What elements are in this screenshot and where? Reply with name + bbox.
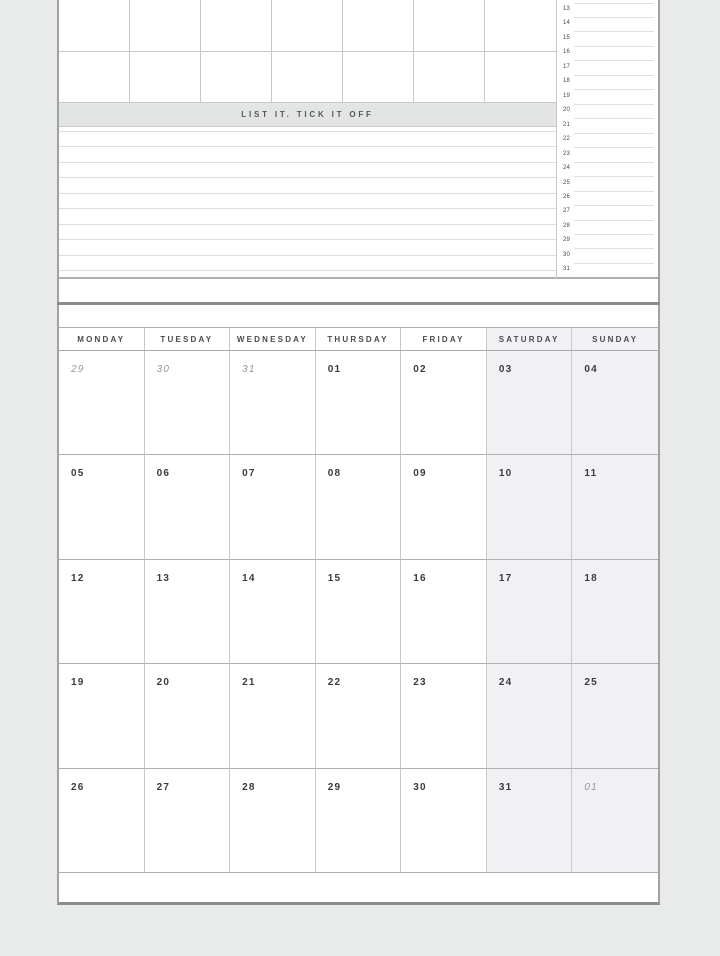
day-number: 26 bbox=[71, 781, 85, 793]
day-number: 02 bbox=[413, 364, 427, 375]
date-index-column bbox=[556, 0, 658, 279]
calendar-day-cell bbox=[59, 560, 145, 664]
weekday-header-saturday: SATURDAY bbox=[487, 328, 573, 350]
calendar-day-cell bbox=[487, 769, 573, 873]
day-number: 01 bbox=[584, 781, 598, 793]
weekday-header-row bbox=[59, 327, 658, 351]
calendar-day-cell bbox=[230, 455, 316, 559]
calendar-day-cell bbox=[145, 560, 231, 664]
day-number: 21 bbox=[242, 677, 256, 689]
day-number: 31 bbox=[498, 781, 513, 793]
calendar-day-cell bbox=[59, 769, 145, 873]
calendar-day-cell bbox=[230, 769, 316, 873]
ruled-line bbox=[59, 224, 556, 225]
day-number: 28 bbox=[242, 781, 256, 793]
day-number: 09 bbox=[413, 468, 427, 480]
calendar-day-cell bbox=[59, 664, 145, 768]
week-grid-cell bbox=[201, 0, 272, 52]
ruled-line bbox=[59, 193, 556, 194]
week-grid-cell bbox=[343, 52, 414, 104]
ruled-line bbox=[59, 162, 556, 163]
todo-section-title: LIST IT. TICK IT OFF bbox=[241, 110, 374, 119]
day-number: 11 bbox=[584, 468, 598, 480]
calendar-day-cell bbox=[59, 351, 145, 455]
calendar-day-cell bbox=[401, 455, 487, 559]
calendar-day-cell bbox=[316, 769, 402, 873]
date-index-number: 28 bbox=[563, 222, 571, 229]
day-number: 14 bbox=[242, 572, 256, 584]
day-number: 17 bbox=[498, 572, 513, 584]
date-index-line bbox=[574, 176, 654, 177]
day-number: 05 bbox=[71, 468, 85, 480]
week-grid-cell bbox=[485, 0, 556, 52]
day-number: 30 bbox=[413, 781, 427, 793]
ruled-line bbox=[59, 177, 556, 178]
calendar-day-cell bbox=[316, 351, 402, 455]
calendar-day-cell bbox=[401, 351, 487, 455]
calendar-day-cell bbox=[572, 351, 658, 455]
date-index-number: 17 bbox=[563, 63, 571, 70]
date-index-number: 24 bbox=[563, 165, 571, 172]
date-index-number: 20 bbox=[563, 107, 571, 114]
day-number: 01 bbox=[327, 364, 342, 375]
date-index-number: 23 bbox=[563, 150, 571, 157]
day-number: 30 bbox=[156, 364, 171, 375]
weekday-header-sunday: SUNDAY bbox=[572, 328, 658, 350]
calendar-day-cell bbox=[316, 455, 402, 559]
week-grid-cell bbox=[59, 0, 130, 52]
monthly-page bbox=[57, 305, 660, 905]
week-grid-cell bbox=[414, 52, 485, 104]
date-index-line bbox=[574, 60, 654, 61]
day-number: 04 bbox=[584, 364, 598, 375]
day-number: 03 bbox=[498, 364, 513, 375]
calendar-day-cell bbox=[487, 560, 573, 664]
calendar-day-cell bbox=[572, 560, 658, 664]
day-number: 19 bbox=[71, 677, 85, 689]
calendar-day-cell bbox=[401, 769, 487, 873]
day-number: 15 bbox=[327, 572, 342, 584]
day-number: 08 bbox=[327, 468, 342, 480]
week-grid bbox=[59, 0, 556, 103]
day-number: 20 bbox=[156, 677, 171, 689]
date-index-line bbox=[574, 162, 654, 163]
date-index-number: 22 bbox=[563, 136, 571, 143]
date-index-line bbox=[574, 118, 654, 119]
weekly-page bbox=[57, 0, 660, 302]
ruled-line bbox=[59, 146, 556, 147]
date-index-number: 18 bbox=[563, 78, 571, 85]
date-index-line bbox=[574, 205, 654, 206]
day-number: 16 bbox=[413, 572, 427, 584]
calendar-day-cell bbox=[59, 455, 145, 559]
week-grid-cell bbox=[414, 0, 485, 52]
calendar-day-cell bbox=[572, 664, 658, 768]
date-index-line bbox=[574, 104, 654, 105]
day-number: 25 bbox=[584, 677, 598, 689]
weekday-header-thursday: THURSDAY bbox=[316, 328, 402, 350]
date-index-number: 31 bbox=[563, 266, 571, 273]
calendar-day-cell bbox=[145, 455, 231, 559]
weekday-header-wednesday: WEDNESDAY bbox=[230, 328, 316, 350]
weekday-header-monday: MONDAY bbox=[59, 328, 145, 350]
date-index-line bbox=[574, 133, 654, 134]
date-index-line bbox=[574, 191, 654, 192]
date-index-number: 13 bbox=[563, 5, 571, 12]
day-number: 22 bbox=[327, 677, 342, 689]
week-grid-cell bbox=[485, 52, 556, 104]
day-number: 12 bbox=[71, 572, 85, 584]
day-number: 10 bbox=[498, 468, 513, 480]
date-index-number: 25 bbox=[563, 179, 571, 186]
calendar-day-cell bbox=[487, 664, 573, 768]
calendar-day-cell bbox=[401, 560, 487, 664]
calendar-day-cell bbox=[487, 351, 573, 455]
date-index-line bbox=[574, 220, 654, 221]
week-grid-cell bbox=[201, 52, 272, 104]
day-number: 07 bbox=[242, 468, 256, 480]
week-grid-cell bbox=[130, 52, 201, 104]
ruled-line bbox=[59, 270, 556, 271]
day-number: 06 bbox=[156, 468, 171, 480]
week-grid-cell bbox=[343, 0, 414, 52]
day-number: 23 bbox=[413, 677, 427, 689]
date-index-number: 26 bbox=[563, 194, 571, 200]
day-number: 13 bbox=[156, 572, 171, 584]
calendar-grid bbox=[59, 351, 658, 873]
date-index-line bbox=[574, 147, 654, 148]
week-grid-cell bbox=[272, 0, 343, 52]
date-index-line bbox=[574, 248, 654, 249]
date-index-number: 27 bbox=[563, 208, 571, 215]
calendar-day-cell bbox=[230, 351, 316, 455]
calendar-day-cell bbox=[487, 455, 573, 559]
date-index-number: 16 bbox=[563, 49, 571, 56]
todo-section-header bbox=[59, 103, 556, 127]
date-index-line bbox=[574, 31, 654, 32]
day-number: 31 bbox=[242, 364, 256, 375]
calendar-day-cell bbox=[572, 455, 658, 559]
calendar-day-cell bbox=[145, 664, 231, 768]
date-index-number: 29 bbox=[563, 237, 571, 244]
calendar-footer bbox=[59, 873, 658, 903]
calendar-day-cell bbox=[401, 664, 487, 768]
ruled-line bbox=[59, 131, 556, 132]
ruled-line bbox=[59, 208, 556, 209]
day-number: 27 bbox=[156, 781, 171, 793]
date-index-line bbox=[574, 234, 654, 235]
ruled-line bbox=[59, 255, 556, 256]
day-number: 29 bbox=[327, 781, 342, 793]
date-index-line bbox=[574, 17, 654, 18]
calendar-day-cell bbox=[230, 664, 316, 768]
calendar-day-cell bbox=[145, 351, 231, 455]
date-index-line bbox=[574, 46, 654, 47]
date-index-number: 15 bbox=[563, 34, 571, 41]
calendar-day-cell bbox=[316, 560, 402, 664]
day-number: 29 bbox=[71, 364, 85, 375]
date-index-number: 14 bbox=[563, 20, 571, 27]
date-index-number: 19 bbox=[563, 92, 571, 99]
week-grid-cell bbox=[59, 52, 130, 104]
weekday-header-tuesday: TUESDAY bbox=[145, 328, 231, 350]
calendar-day-cell bbox=[230, 560, 316, 664]
calendar-day-cell bbox=[316, 664, 402, 768]
date-index-number: 21 bbox=[563, 121, 571, 128]
date-index-line bbox=[574, 75, 654, 76]
day-number: 24 bbox=[498, 677, 513, 689]
date-index-line bbox=[574, 3, 654, 4]
date-index-line bbox=[574, 263, 654, 264]
day-number: 18 bbox=[584, 572, 598, 584]
date-index-number: 30 bbox=[563, 251, 571, 258]
calendar-day-cell bbox=[572, 769, 658, 873]
week-grid-cell bbox=[272, 52, 343, 104]
calendar-day-cell bbox=[145, 769, 231, 873]
date-index-line bbox=[574, 89, 654, 90]
weekday-header-friday: FRIDAY bbox=[401, 328, 487, 350]
ruled-line bbox=[59, 239, 556, 240]
week-grid-cell bbox=[130, 0, 201, 52]
